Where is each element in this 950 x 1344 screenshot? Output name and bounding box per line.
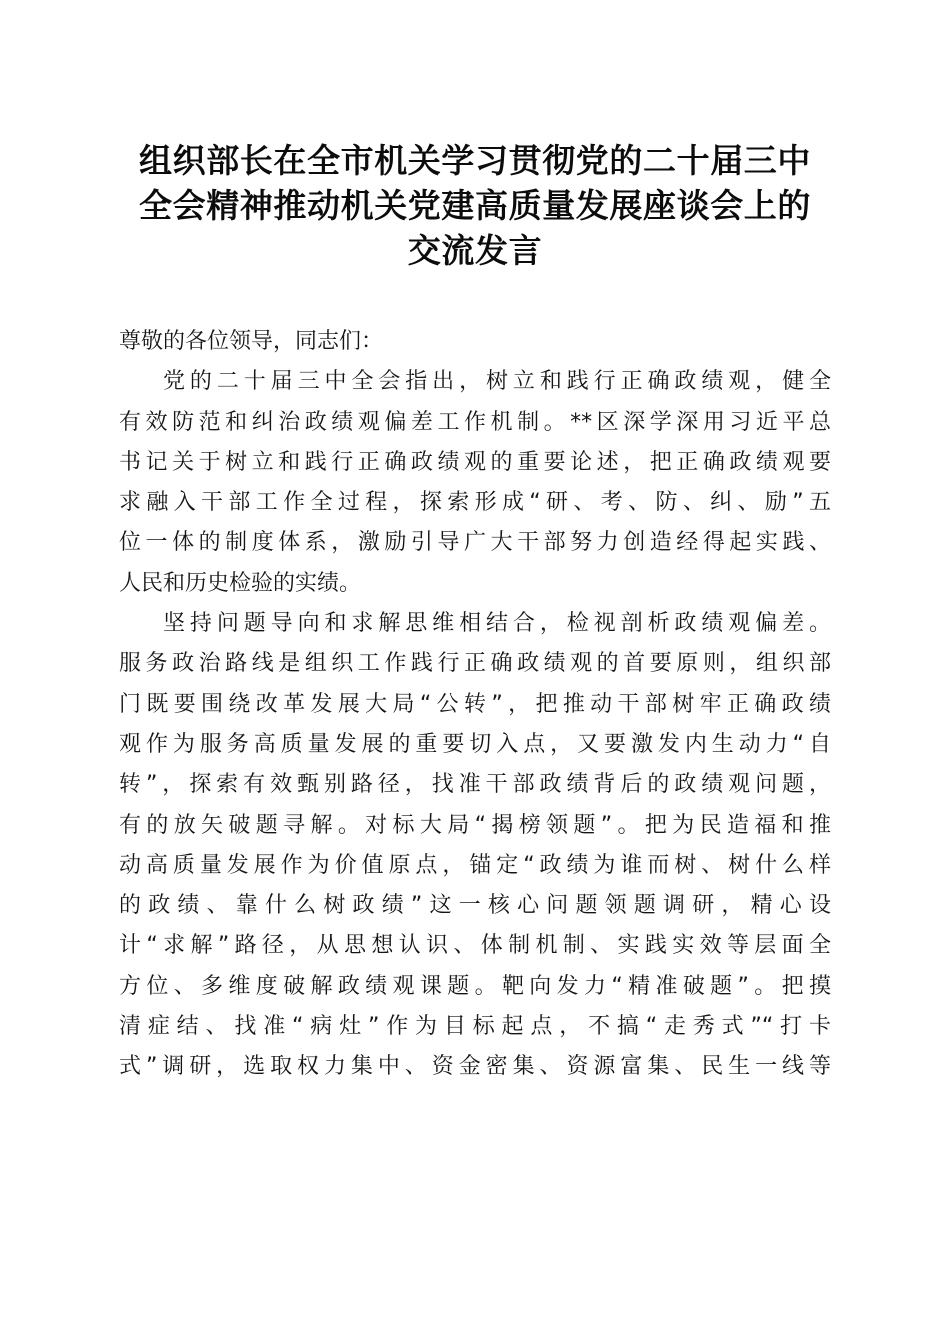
- paragraph-line: 人民和历史检验的实绩。: [119, 570, 362, 596]
- paragraph-line: 清症结、找准“病灶”作为目标起点，不搞“走秀式”“打卡: [119, 1014, 831, 1040]
- paragraph-line: 坚持问题导向和求解思维相结合，检视剖析政绩观偏差。: [163, 611, 831, 637]
- title-line: 组织部长在全市机关学习贯彻党的二十届三中: [139, 141, 811, 180]
- paragraph-line: 计“求解”路径，从思想认识、体制机制、实践实效等层面全: [119, 933, 831, 959]
- paragraph-line: 的政绩、靠什么树政绩”这一核心问题领题调研，精心设: [119, 893, 831, 919]
- salutation: 尊敬的各位领导，同志们：: [119, 329, 384, 354]
- paragraph-line: 方位、多维度破解政绩观课题。靶向发力“精准破题”。把摸: [119, 973, 831, 999]
- paragraph-line: 求融入干部工作全过程，探索形成“研、考、防、纠、励”五: [119, 490, 831, 516]
- paragraph-line: 有的放矢破题寻解。对标大局“揭榜领题”。把为民造福和推: [119, 812, 831, 838]
- paragraph-line: 门既要围绕改革发展大局“公转”，把推动干部树牢正确政绩: [119, 691, 831, 717]
- paragraph-line: 转”，探索有效甄别路径，找准干部政绩背后的政绩观问题，: [119, 772, 831, 798]
- paragraph-line: 服务政治路线是组织工作践行正确政绩观的首要原则，组织部: [119, 651, 831, 677]
- document-body: [119, 322, 831, 1088]
- paragraph-line: 书记关于树立和践行正确政绩观的重要论述，把正确政绩观要: [119, 449, 831, 475]
- paragraph-line: 有效防范和纠治政绩观偏差工作机制。**区深学深用习近平总: [119, 409, 831, 435]
- paragraph-line: 位一体的制度体系，激励引导广大干部努力创造经得起实践、: [119, 530, 831, 556]
- paragraph-line: 式”调研，选取权力集中、资金密集、资源富集、民生一线等: [119, 1054, 831, 1080]
- paragraph-1: [119, 362, 831, 604]
- paragraph-line: 动高质量发展作为价值原点，锚定“政绩为谁而树、树什么样: [119, 852, 831, 878]
- document-title: [100, 138, 850, 273]
- title-line: 全会精神推动机关党建高质量发展座谈会上的: [139, 186, 811, 225]
- title-line: 交流发言: [407, 231, 543, 270]
- paragraph-line: 党的二十届三中全会指出，树立和践行正确政绩观，健全: [163, 369, 831, 395]
- paragraph-2: [119, 604, 831, 1088]
- paragraph-line: 观作为服务高质量发展的重要切入点，又要激发内生动力“自: [119, 731, 831, 757]
